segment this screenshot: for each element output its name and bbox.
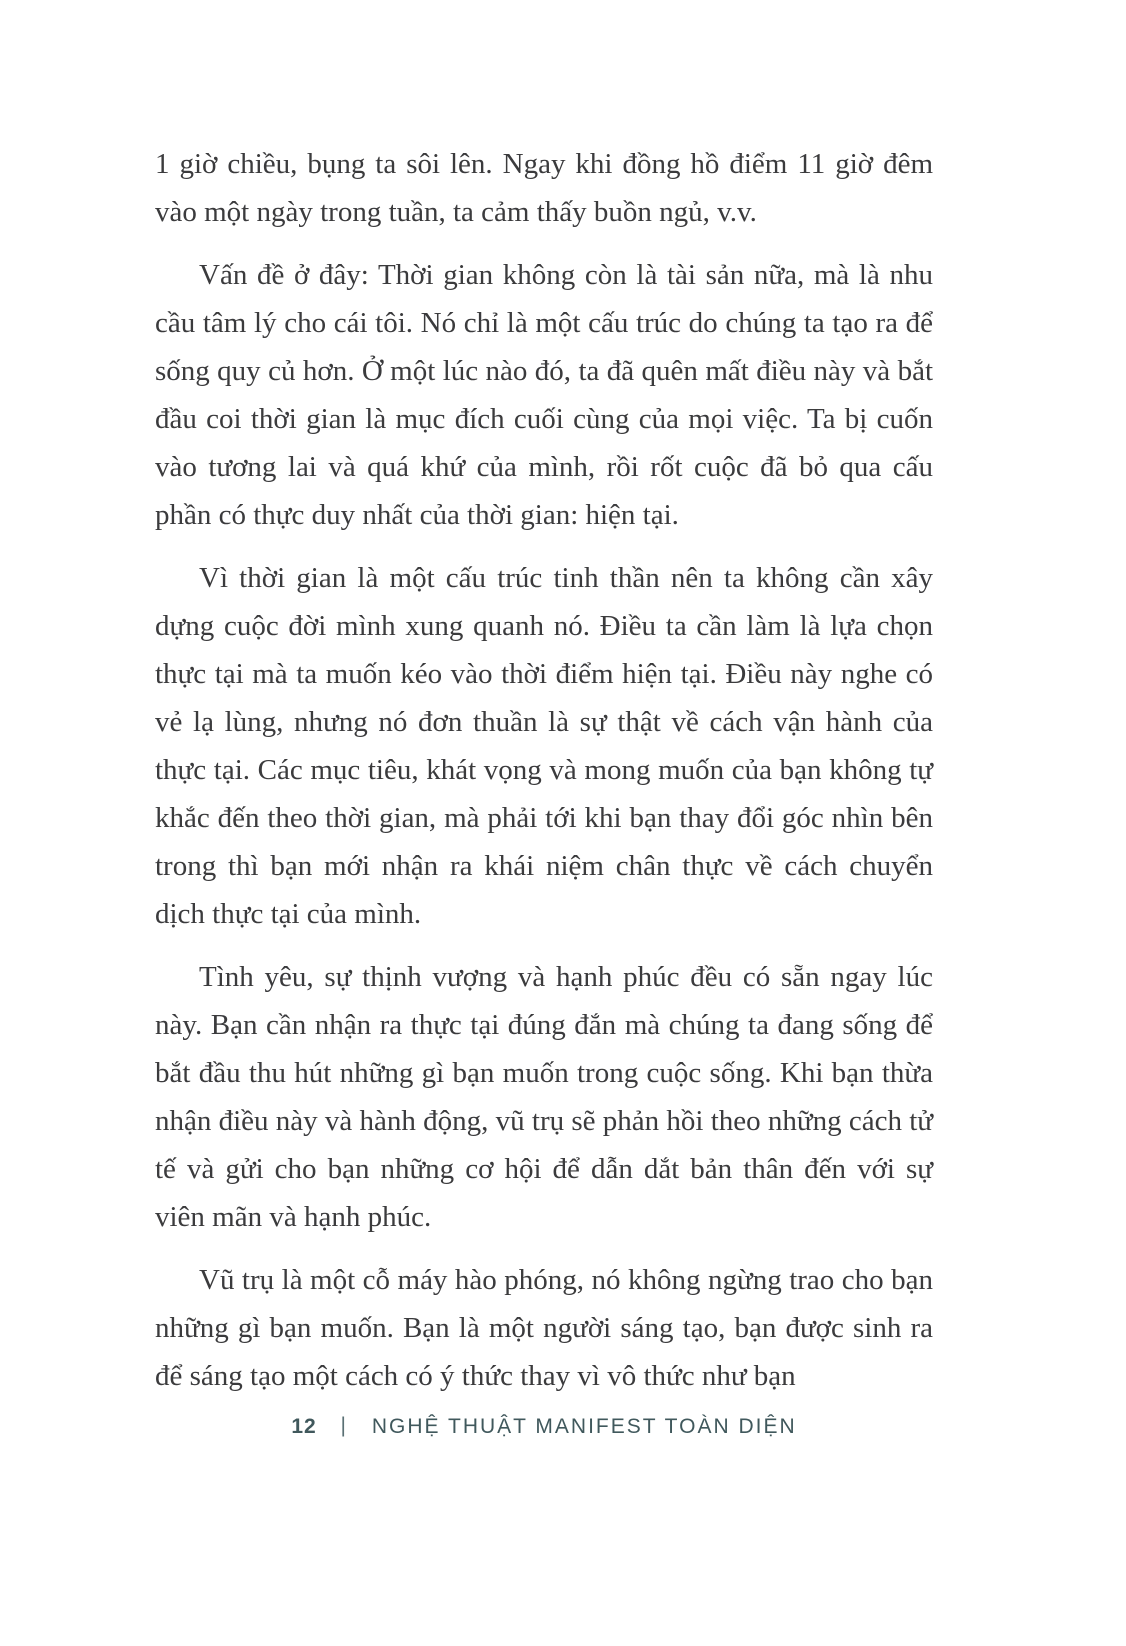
body-paragraph: Vũ trụ là một cỗ máy hào phóng, nó không ngừng trao cho bạn những gì bạn muốn. Bạn là một người sáng tạo, bạn được sinh ra để sáng tạo một cách có ý thức thay vì vô thức như bạn: [155, 1264, 933, 1392]
body-paragraph: 1 giờ chiều, bụng ta sôi lên. Ngay khi đồng hồ điểm 11 giờ đêm vào một ngày trong tuần, ta cảm thấy buồn ngủ, v.v.: [155, 148, 933, 228]
running-title: NGHỆ THUẬT MANIFEST TOÀN DIỆN: [371, 1415, 797, 1438]
page-footer: [155, 1415, 933, 1439]
page-number: 12: [291, 1415, 317, 1438]
footer-separator: |: [340, 1414, 349, 1437]
body-paragraph: Vấn đề ở đây: Thời gian không còn là tài sản nữa, mà là nhu cầu tâm lý cho cái tôi. Nó chỉ là một cấu trúc do chúng ta tạo ra để sống quy củ hơn. Ở một lúc nào đó, ta đã quên mất điều này và bắt đầu coi thời gian là mục đích cuối cùng của mọi việc. Ta bị cuốn vào tương lai và quá khứ của mình, rồi rốt cuộc đã bỏ qua cấu phần có thực duy nhất của thời gian: hiện tại.: [155, 259, 933, 531]
body-paragraph: Tình yêu, sự thịnh vượng và hạnh phúc đều có sẵn ngay lúc này. Bạn cần nhận ra thực tại đúng đắn mà chúng ta đang sống để bắt đầu thu hút những gì bạn muốn trong cuộc sống. Khi bạn thừa nhận điều này và hành động, vũ trụ sẽ phản hồi theo những cách tử tế và gửi cho bạn những cơ hội để dẫn dắt bản thân đến với sự viên mãn và hạnh phúc.: [155, 961, 934, 1233]
body-paragraph: Vì thời gian là một cấu trúc tinh thần nên ta không cần xây dựng cuộc đời mình xung quanh nó. Điều ta cần làm là lựa chọn thực tại mà ta muốn kéo vào thời điểm hiện tại. Điều này nghe có vẻ lạ lùng, nhưng nó đơn thuần là sự thật về cách vận hành của thực tại. Các mục tiêu, khát vọng và mong muốn của bạn không tự khắc đến theo thời gian, mà phải tới khi bạn thay đổi góc nhìn bên trong thì bạn mới nhận ra khái niệm chân thực về cách chuyển dịch thực tại của mình.: [155, 562, 933, 930]
body-text-column: [155, 140, 933, 1415]
